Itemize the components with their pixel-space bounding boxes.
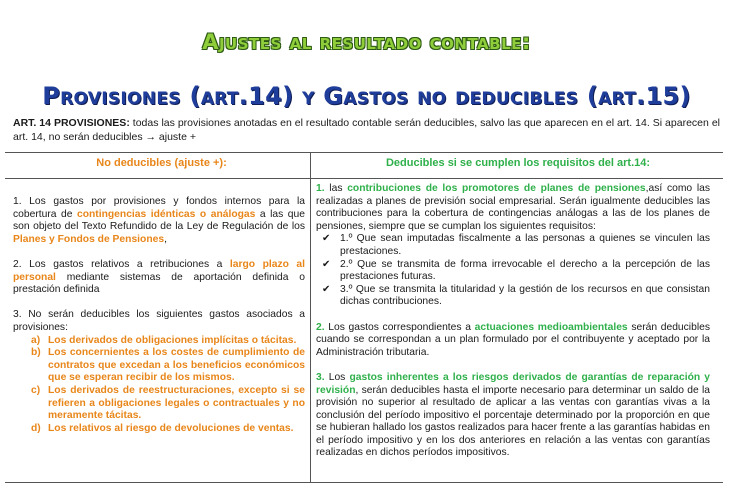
intro-text: todas las provisiones anotadas en el resultado contable serán deducibles, salvo las que aparecen en el art. 14. Si aparecen el art. 14, no serán deducibles → ajuste + [13,117,720,143]
non-deductible-item-2: 2. Los gastos relativos a retribuciones a largo plazo al personal mediante sistemas de aportación definida o prestación definida [13,258,305,296]
header-divider [5,178,723,179]
list-item: ✔ 2.º Que se transmita de forma irrevocable el derecho a la percepción de las prestaciones futuras. [322,258,710,283]
page-title: Ajustes al resultado contable: [202,30,531,54]
deductible-column [316,183,710,473]
column-divider [310,152,311,482]
list-item: c) Los derivados de reestructuraciones, excepto si se refieren a obligaciones legales o contractuales y no meramente tácitas. [31,384,305,422]
list-item: b) Los concernientes a los costes de cumplimiento de contratos que excedan a los beneficios económicos que se esperan recibir de los mismos. [31,347,305,384]
left-column-header: No deducibles (ajuste +): [96,157,227,169]
provision-expense-list [13,335,305,436]
table-top-divider [5,152,723,153]
non-deductible-item-1: 1. Los gastos por provisiones y fondos internos para la cobertura de contingencias idénticas o análogas a las que son objeto del Texto Refundido de la Ley de Regulación de los Planes y Fondos de Pensiones, [13,196,305,245]
deductible-item-3: 3. Los gastos inherentes a los riesgos derivados de garantías de reparación y revisión, serán deducibles hasta el importe necesario para determinar un saldo de la provisión no superior al resultado de aplicar a las ventas con garantías vivas a la conclusión del período impositivo el porcentaje determinado por la proporción en que se hubieran hallado los gastos realizados para hacer frente a las garantías habidas en el período impositivo y en los dos anteriores en relación a las ventas con garantías realizadas en dichos períodos impositivos. [316,371,711,459]
right-column-header: Deducibles si se cumplen los requisitos del art.14: [385,157,651,169]
requirements-list [316,233,710,309]
list-item: d) Los relativos al riesgo de devoluciones de ventas. [31,422,294,434]
checkmark-icon: ✔ [322,283,331,295]
deductible-item-2: 2. Los gastos correspondientes a actuaciones medioambientales serán deducibles cuando se correspondan a un plan formulado por el contribuyente y aceptado por la Administración tributaria. [316,321,710,358]
table-bottom-divider [5,482,723,483]
checkmark-icon: ✔ [322,233,331,245]
deductible-item-1: 1. las contribuciones de los promotores de planes de pensiones,así como las realizadas a planes de previsión social empresarial. Serán igualmente deducibles las contribuciones para la cobertura de contingencias análogas a las de los planes de pensiones, siempre que se cumplan los siguientes requisitos: [316,183,710,232]
non-deductible-column [13,196,305,435]
intro-lead: ART. 14 PROVISIONES: [13,117,130,129]
intro-paragraph [13,117,720,144]
list-item: ✔ 3.º Que se transmita la titularidad y la gestión de los recursos en que consistan dichas contribuciones. [322,283,710,308]
list-item: a) Los derivados de obligaciones implícitas o tácitas. [31,334,297,346]
list-item: ✔ 1.º Que sean imputadas fiscalmente a las personas a quienes se vinculen las prestaciones. [322,233,710,257]
checkmark-icon: ✔ [322,258,331,270]
page-subtitle: Provisiones (art.14) y Gastos no deducibles (art.15) [42,82,691,110]
non-deductible-item-3: 3. No serán deducibles los siguientes gastos asociados a provisiones: [13,309,305,333]
